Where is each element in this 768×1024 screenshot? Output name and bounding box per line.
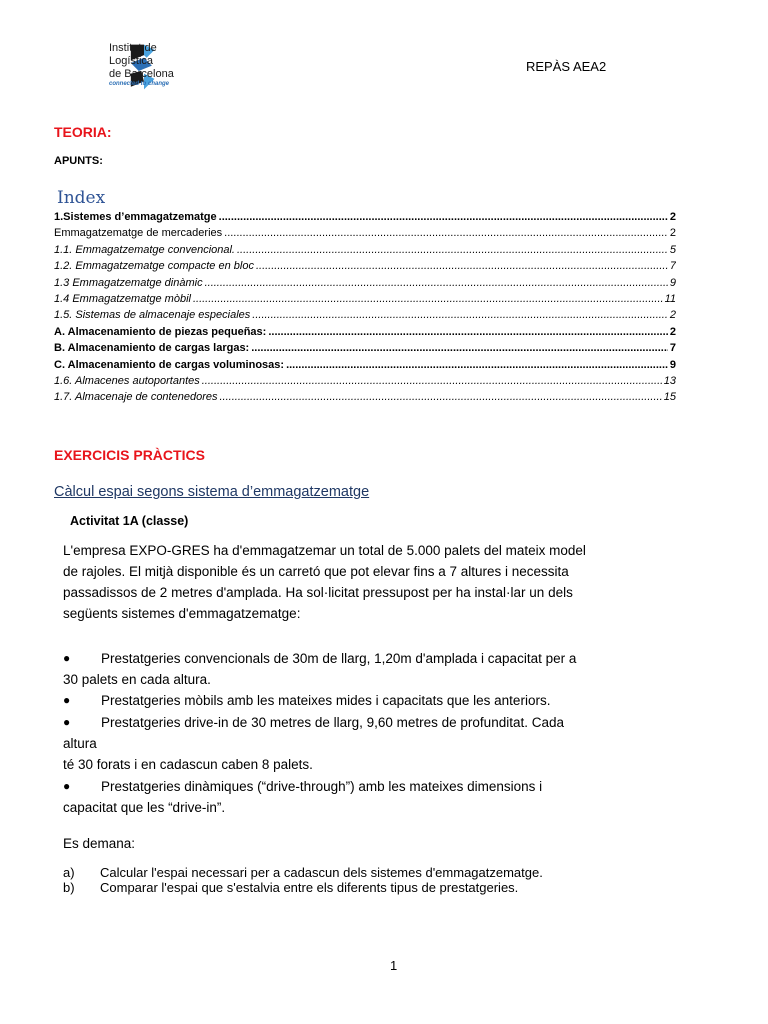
document-title: REPÀS AEA2 — [526, 59, 607, 74]
logo-line-1: Institut de — [109, 42, 157, 54]
toc-entry-title: 1.1. Emmagatzematge convencional. — [54, 243, 235, 256]
toc-entry-title: 1.7. Almacenaje de contenedores — [54, 391, 218, 404]
toc-leader-dots — [252, 309, 668, 321]
bullet-icon: ● — [63, 715, 71, 729]
toc-entry-title: 1.3 Emmagatzematge dinàmic — [54, 276, 203, 289]
toc-leader-dots — [256, 260, 668, 272]
toc-entry-title: 1.4 Emmagatzematge mòbil — [54, 292, 191, 305]
bullet-icon: ● — [63, 779, 71, 793]
toc-entry-page: 2 — [669, 227, 676, 240]
exercicis-heading: EXERCICIS PRÀCTICS — [54, 447, 205, 463]
bullet-text: capacitat que les “drive-in”. — [63, 800, 226, 815]
toc-entry[interactable] — [54, 391, 676, 407]
bullet-item — [63, 648, 693, 690]
intro-line: L'empresa EXPO-GRES ha d'emmagatzemar un total de 5.000 palets del mateix model — [63, 543, 586, 558]
logo-tagline: connected to change — [109, 81, 170, 87]
task-item — [63, 880, 543, 895]
section-subheading: Càlcul espai segons sistema d’emmagatzematge — [54, 484, 370, 500]
toc-entry-title: 1.6. Almacenes autoportantes — [54, 374, 200, 387]
toc-leader-dots — [219, 391, 661, 403]
task-text: Comparar l'espai que s'estalvia entre els diferents tipus de prestatgeries. — [100, 880, 519, 895]
logo-text — [109, 42, 174, 81]
toc-entry-page: 9 — [669, 358, 676, 371]
table-of-contents — [54, 211, 676, 408]
bullet-item — [63, 712, 693, 775]
task-list — [63, 865, 543, 895]
toc-leader-dots — [193, 293, 663, 305]
toc-entry-page: 5 — [669, 243, 676, 256]
toc-entry[interactable] — [54, 260, 676, 276]
toc-leader-dots — [202, 375, 662, 387]
bullet-text: altura — [63, 736, 97, 751]
bullet-icon: ● — [63, 693, 71, 707]
logo-line-3: de Barcelona — [109, 68, 174, 80]
toc-entry-title: A. Almacenamiento de piezas pequeñas: — [54, 325, 267, 338]
toc-leader-dots — [224, 227, 668, 239]
toc-entry-page: 7 — [669, 342, 676, 355]
toc-leader-dots — [205, 277, 668, 289]
bullet-item — [63, 776, 693, 818]
toc-leader-dots — [286, 359, 668, 371]
toc-entry[interactable] — [54, 375, 676, 391]
task-label: a) — [63, 865, 75, 880]
toc-entry-title: 1.Sistemes d’emmagatzematge — [54, 211, 217, 223]
toc-entry-title: C. Almacenamiento de cargas voluminosas: — [54, 358, 285, 371]
toc-entry[interactable] — [54, 277, 676, 293]
bullet-text: 30 palets en cada altura. — [63, 672, 211, 687]
bullet-icon: ● — [63, 651, 71, 665]
toc-entry[interactable] — [54, 359, 676, 375]
bullet-text: Prestatgeries convencionals de 30m de llarg, 1,20m d'amplada i capacitat per a — [101, 651, 577, 666]
demana-label: Es demana: — [63, 836, 136, 851]
toc-entry-page: 13 — [663, 374, 676, 387]
toc-entry-page: 11 — [664, 292, 676, 305]
toc-entry[interactable] — [54, 326, 676, 342]
toc-entry-page: 9 — [669, 276, 676, 289]
toc-entry-title: B. Almacenamiento de cargas largas: — [54, 342, 250, 355]
logo-line-2: Logística — [109, 55, 154, 67]
toc-entry[interactable] — [54, 342, 676, 358]
toc-leader-dots — [237, 244, 668, 256]
toc-leader-dots — [219, 211, 668, 223]
toc-entry[interactable] — [54, 309, 676, 325]
toc-entry-page: 2 — [669, 309, 676, 322]
toc-entry[interactable] — [54, 227, 676, 243]
index-title: Index — [57, 188, 106, 208]
bullet-text: té 30 forats i en cadascun caben 8 palets. — [63, 757, 313, 772]
toc-entry-page: 15 — [663, 391, 676, 404]
toc-entry[interactable] — [54, 244, 676, 260]
bullet-item — [63, 690, 693, 711]
page-number: 1 — [390, 958, 398, 973]
bullet-text: Prestatgeries dinàmiques (“drive-through”) amb les mateixes dimensions i — [101, 779, 543, 794]
toc-entry-title: Emmagatzematge de mercaderies — [54, 227, 223, 240]
teoria-heading: TEORIA: — [54, 124, 112, 140]
toc-entry[interactable] — [54, 211, 676, 227]
toc-entry[interactable] — [54, 293, 676, 309]
toc-entry-page: 7 — [669, 260, 676, 273]
bullet-text: Prestatgeries mòbils amb les mateixes mides i capacitats que les anteriors. — [101, 693, 551, 708]
task-label: b) — [63, 880, 75, 895]
task-text: Calcular l'espai necessari per a cadascun dels sistemes d'emmagatzematge. — [100, 865, 543, 880]
toc-leader-dots — [268, 326, 668, 338]
toc-entry-title: 1.5. Sistemas de almacenaje especiales — [54, 309, 251, 322]
toc-entry-page: 2 — [669, 325, 676, 338]
intro-line: de rajoles. El mitjà disponible és un carretó que pot elevar fins a 7 altures i necessita — [63, 564, 569, 579]
bullet-text: Prestatgeries drive-in de 30 metres de llarg, 9,60 metres de profunditat. Cada — [101, 715, 564, 730]
activity-title: Activitat 1A (classe) — [70, 514, 189, 528]
intro-paragraph — [63, 540, 691, 624]
intro-line: passadissos de 2 metres d'amplada. Ha sol·licitat pressupost per ha instal·lar un dels — [63, 585, 573, 600]
apunts-label: APUNTS: — [54, 155, 103, 167]
toc-entry-title: 1.2. Emmagatzematge compacte en bloc — [54, 260, 254, 273]
task-item — [63, 865, 543, 880]
toc-entry-page: 2 — [669, 211, 676, 223]
intro-line: següents sistemes d'emmagatzematge: — [63, 606, 301, 621]
toc-leader-dots — [251, 342, 668, 354]
